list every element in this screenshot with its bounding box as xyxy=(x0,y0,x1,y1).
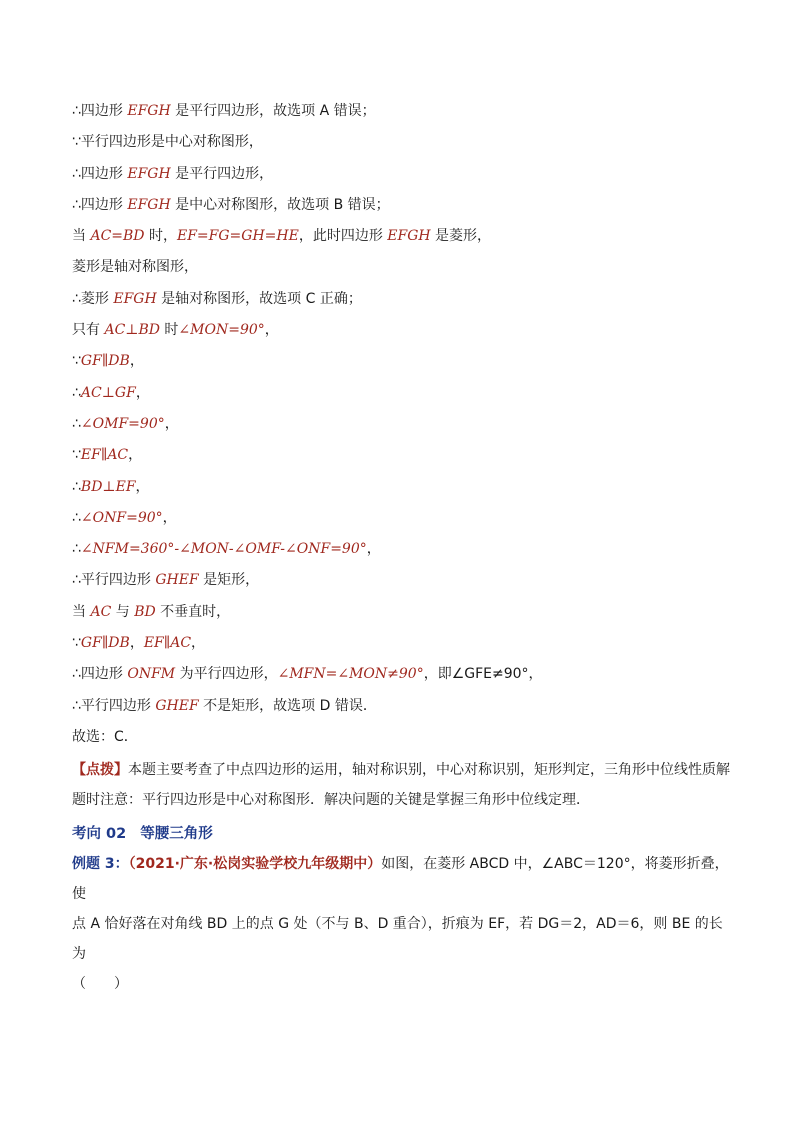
line-text: ， xyxy=(129,635,144,652)
line-text: ， xyxy=(129,353,144,370)
math-expression: EFGH xyxy=(127,196,171,213)
math-expression: GF∥DB xyxy=(80,635,130,652)
math-expression: ∠OMF=90° xyxy=(80,415,165,432)
line-text: ∴ xyxy=(72,509,81,526)
solution-line xyxy=(72,440,732,471)
line-text: 不是矩形，故选项 D 错误． xyxy=(198,697,377,714)
line-text: 时， xyxy=(144,228,177,245)
line-text: ∴平行四边形 xyxy=(72,697,156,714)
line-text: ∴ xyxy=(72,478,81,495)
line-text: ，此时四边形 xyxy=(298,228,388,245)
math-expression: AC=BD xyxy=(90,228,145,245)
math-expression: GF∥DB xyxy=(80,353,130,370)
line-text: ∴ xyxy=(72,384,81,401)
line-text: ， xyxy=(366,541,381,558)
math-expression: EF=FG=GH=HE xyxy=(176,228,299,245)
line-text: 是菱形， xyxy=(430,228,492,245)
line-text: ∵ xyxy=(72,353,81,370)
line-text: 是矩形， xyxy=(198,572,260,589)
solution-line xyxy=(72,628,732,659)
solution-line xyxy=(72,284,732,315)
solution-line xyxy=(72,659,732,690)
solution-line xyxy=(72,722,732,753)
solution-line xyxy=(72,221,732,252)
example-label: 例题 3： xyxy=(72,856,129,873)
example-source: （2021·广东·松岗实验学校九年级期中） xyxy=(128,856,382,873)
solution-line xyxy=(72,534,732,565)
solution-line xyxy=(72,691,732,722)
line-text: ， xyxy=(164,415,179,432)
example-text-line1: 如图，在菱形 ABCD 中，∠ABC＝120°，将菱形折叠，使 xyxy=(72,856,729,903)
line-text: ∵平行四边形是中心对称图形， xyxy=(72,134,263,151)
answer-blank: （ ） xyxy=(72,976,128,993)
solution-line xyxy=(72,127,732,158)
line-text: 是中心对称图形，故选项 B 错误； xyxy=(170,196,390,213)
line-text: 与 xyxy=(111,603,135,620)
math-expression: GHEF xyxy=(155,572,199,589)
math-expression: EF∥AC xyxy=(80,447,129,464)
math-expression: EFGH xyxy=(127,103,171,119)
solution-line xyxy=(72,472,732,503)
math-expression: ∠MON=90° xyxy=(178,322,265,339)
hint-paragraph xyxy=(72,755,732,815)
solution-line xyxy=(72,378,732,409)
line-text: ∴四边形 xyxy=(72,666,128,683)
line-text: ， xyxy=(191,635,206,652)
math-expression: AC⊥GF xyxy=(80,384,136,401)
section-heading xyxy=(72,819,732,849)
line-text: ∴ xyxy=(72,415,81,432)
section-number: 考向 02 xyxy=(72,826,127,843)
line-text: ，即∠GFE≠90°， xyxy=(423,666,543,683)
line-text: 当 xyxy=(72,603,91,620)
solution-lines xyxy=(72,96,732,753)
math-expression: AC⊥BD xyxy=(104,322,160,339)
line-text: ， xyxy=(135,384,150,401)
section-title: 等腰三角形 xyxy=(140,826,213,843)
math-expression: BD xyxy=(134,603,156,620)
line-text: 故选：C． xyxy=(72,728,138,745)
hint-tag: 【点拨】 xyxy=(72,762,128,779)
solution-line xyxy=(72,409,732,440)
line-text: ∴ xyxy=(72,541,81,558)
solution-line xyxy=(72,346,732,377)
solution-line xyxy=(72,597,732,628)
line-text: ， xyxy=(135,478,150,495)
hint-text: 本题主要考查了中点四边形的运用，轴对称识别，中心对称识别，矩形判定，三角形中位线性质解题时注意：平行四边形是中心对称图形．解决问题的关键是掌握三角形中位线定理． xyxy=(72,762,730,809)
line-text: 是平行四边形，故选项 A 错误； xyxy=(170,103,376,119)
example-text-line2: 点 A 恰好落在对角线 BD 上的点 G 处（不与 B、D 重合），折痕为 EF，若 DG＝2，AD＝6，则 BE 的长为 xyxy=(72,916,723,963)
solution-line xyxy=(72,159,732,190)
line-text: 是平行四边形， xyxy=(170,165,274,182)
line-text: ∴四边形 xyxy=(72,196,128,213)
solution-document xyxy=(72,96,732,999)
line-text: ∴菱形 xyxy=(72,290,114,307)
math-expression: EFGH xyxy=(387,228,431,245)
line-text: 只有 xyxy=(72,322,105,339)
math-expression: BD⊥EF xyxy=(80,478,136,495)
solution-line xyxy=(72,190,732,221)
line-text: 时 xyxy=(159,322,179,339)
math-expression: ∠MFN=∠MON≠90° xyxy=(277,666,424,683)
line-text: 是轴对称图形，故选项 C 正确； xyxy=(156,290,362,307)
math-expression: ONFM xyxy=(127,666,176,683)
line-text: ∵ xyxy=(72,635,81,652)
line-text: 为平行四边形， xyxy=(175,666,278,683)
math-expression: EFGH xyxy=(113,290,157,307)
math-expression: EFGH xyxy=(127,165,171,182)
math-expression: ∠ONF=90° xyxy=(80,509,163,526)
solution-line xyxy=(72,503,732,534)
solution-line xyxy=(72,315,732,346)
line-text: 菱形是轴对称图形， xyxy=(72,259,198,276)
solution-line xyxy=(72,252,732,283)
line-text: ， xyxy=(264,322,279,339)
solution-line xyxy=(72,565,732,596)
line-text: ∴四边形 xyxy=(72,165,128,182)
line-text: 当 xyxy=(72,228,91,245)
math-expression: ∠NFM=360°-∠MON-∠OMF-∠ONF=90° xyxy=(80,541,367,558)
line-text: ∵ xyxy=(72,447,81,464)
math-expression: GHEF xyxy=(155,697,199,714)
math-expression: EF∥AC xyxy=(143,635,192,652)
example-problem xyxy=(72,849,732,999)
solution-line xyxy=(72,96,732,127)
line-text: ， xyxy=(128,447,143,464)
line-text: ∴平行四边形 xyxy=(72,572,156,589)
line-text: ∴四边形 xyxy=(72,103,128,119)
line-text: 不垂直时， xyxy=(155,603,231,620)
math-expression: AC xyxy=(90,603,112,620)
line-text: ， xyxy=(162,509,177,526)
